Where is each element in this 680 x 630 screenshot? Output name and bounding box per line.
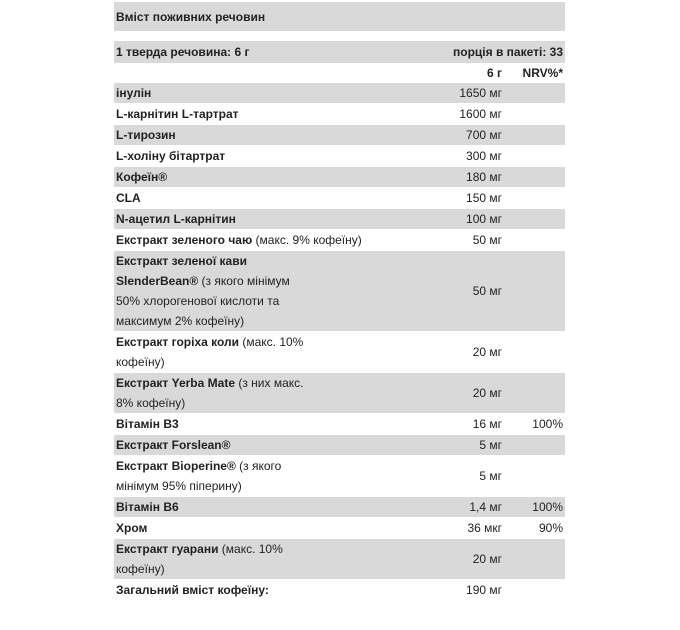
nutrient-name: Екстракт зеленого чаю bbox=[116, 233, 253, 247]
table-row bbox=[114, 539, 565, 580]
nutrient-name: L-карнітин L-тартрат bbox=[116, 107, 239, 121]
nutrient-name: Вітамін B6 bbox=[116, 500, 179, 514]
nutrient-name: CLA bbox=[116, 191, 141, 205]
table-title: Вміст поживних речовин bbox=[116, 9, 266, 24]
nutrient-nrv: 100% bbox=[532, 500, 563, 514]
table-row bbox=[114, 580, 565, 600]
nutrient-name: L-тирозин bbox=[116, 128, 176, 142]
nutrient-amount: 50 мг bbox=[472, 233, 502, 247]
nutrient-amount: 20 мг bbox=[472, 386, 502, 400]
table-row bbox=[114, 435, 565, 456]
nutrient-name: Хром bbox=[116, 521, 148, 535]
nutrient-note: (макс. 10% кофеїну) bbox=[116, 335, 304, 369]
nutrient-name: інулін bbox=[116, 86, 152, 100]
nutrient-nrv: 100% bbox=[532, 417, 563, 431]
nutrient-name: Екстракт Yerba Mate bbox=[116, 376, 235, 390]
nutrient-note: (макс. 10% кофеїну) bbox=[116, 542, 283, 576]
spacer bbox=[114, 31, 565, 41]
table-row bbox=[114, 230, 565, 251]
nutrient-amount: 300 мг bbox=[466, 149, 502, 163]
nutrient-name: Екстракт Forslean® bbox=[116, 438, 231, 452]
serving-size: 1 тверда речовина: 6 г bbox=[116, 45, 250, 59]
table-row bbox=[114, 373, 565, 414]
nutrition-table bbox=[114, 2, 565, 600]
nutrient-amount: 190 мг bbox=[466, 583, 502, 597]
table-row bbox=[114, 209, 565, 230]
servings-per-pack: порція в пакеті: 33 bbox=[453, 45, 563, 59]
nutrient-amount: 1650 мг bbox=[459, 86, 502, 100]
nutrient-amount: 700 мг bbox=[466, 128, 502, 142]
nutrient-note: (з якого мінімум 95% піперину) bbox=[116, 459, 282, 493]
table-title-row bbox=[114, 2, 565, 31]
nutrient-note: (з якого мінімум 50% хлорогенової кислоти та максимум 2% кофеїну) bbox=[116, 274, 290, 328]
table-row bbox=[114, 167, 565, 188]
nutrient-name: L-холіну бітартрат bbox=[116, 149, 226, 163]
nutrient-amount: 5 мг bbox=[479, 438, 502, 452]
column-header-row bbox=[114, 63, 565, 83]
table-row bbox=[114, 518, 565, 539]
nutrient-name: Екстракт зеленої кави SlenderBean® bbox=[116, 254, 247, 288]
nutrient-name: N-ацетил L-карнітин bbox=[116, 212, 236, 226]
nutrient-nrv: 90% bbox=[538, 521, 563, 535]
header-amount: 6 г bbox=[486, 66, 502, 80]
nutrient-amount: 180 мг bbox=[466, 170, 502, 184]
nutrient-name: Екстракт гуарани bbox=[116, 542, 219, 556]
table-row bbox=[114, 104, 565, 125]
table-row bbox=[114, 125, 565, 146]
nutrient-note: (з них макс. 8% кофеїну) bbox=[116, 376, 304, 410]
nutrient-name: Кофеїн® bbox=[116, 170, 168, 184]
nutrient-amount: 1,4 мг bbox=[469, 500, 502, 514]
table-row bbox=[114, 332, 565, 373]
nutrient-amount: 36 мкг bbox=[467, 521, 502, 535]
table-row bbox=[114, 251, 565, 332]
nutrient-name: Екстракт Bioperine® bbox=[116, 459, 236, 473]
table-row bbox=[114, 188, 565, 209]
table-row bbox=[114, 83, 565, 104]
header-nrv: NRV%* bbox=[522, 66, 563, 80]
nutrient-amount: 1600 мг bbox=[459, 107, 502, 121]
nutrient-amount: 16 мг bbox=[472, 417, 502, 431]
nutrient-name: Загальний вміст кофеїну: bbox=[116, 583, 269, 597]
nutrient-name: Екстракт горіха коли bbox=[116, 335, 240, 349]
table-row bbox=[114, 497, 565, 518]
nutrient-name: Вітамін B3 bbox=[116, 417, 179, 431]
table-row bbox=[114, 456, 565, 497]
nutrient-amount: 5 мг bbox=[479, 469, 502, 483]
serving-row bbox=[114, 41, 565, 63]
table-row bbox=[114, 414, 565, 435]
nutrient-amount: 20 мг bbox=[472, 552, 502, 566]
nutrient-note: (макс. 9% кофеїну) bbox=[252, 233, 362, 247]
nutrient-amount: 50 мг bbox=[472, 284, 502, 298]
nutrient-amount: 100 мг bbox=[466, 212, 502, 226]
nutrient-amount: 20 мг bbox=[472, 345, 502, 359]
nutrient-amount: 150 мг bbox=[466, 191, 502, 205]
table-row bbox=[114, 146, 565, 167]
